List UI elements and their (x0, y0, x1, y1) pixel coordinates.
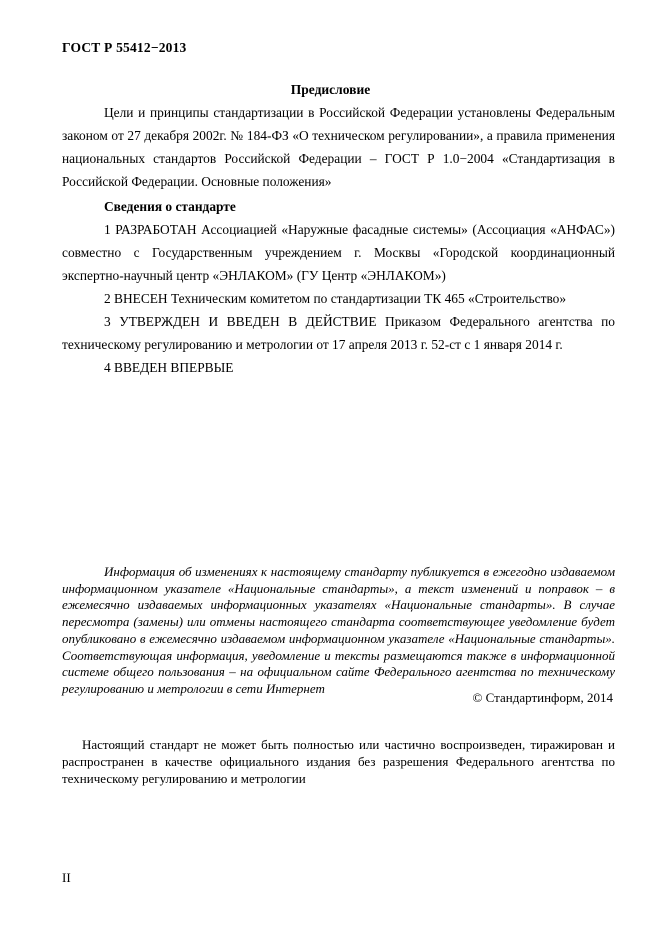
item-developed-by: 1 РАЗРАБОТАН Ассоциацией «Наружные фасадные системы» (Ассоциация «АНФАС») совместно с Государственным учреждением г. Москвы «Городской координационный экспертно-научный центр «ЭНЛАКОМ» (ГУ Центр «ЭНЛАКОМ») (62, 222, 615, 283)
standard-info-heading: Сведения о стандарте (104, 199, 236, 214)
reproduction-notice: Настоящий стандарт не может быть полностью или частично воспроизведен, тиражирован и распространен в качестве официального издания без разрешения Федерального агентства по техническому регулированию и метрологии (62, 737, 615, 786)
copyright-line: © Стандартинформ, 2014 (472, 690, 613, 705)
page-number: II (62, 870, 71, 885)
preface-title: Предисловие (290, 82, 371, 97)
preface-intro-paragraph: Цели и принципы стандартизации в Российской Федерации установлены Федеральным законом от 27 декабря 2002г. № 184-ФЗ «О техническом регулировании», а правила применения национальных стандартов Российской Федерации – ГОСТ Р 1.0−2004 «Стандартизация в Российской Федерации. Основные положения» (62, 105, 615, 189)
item-approved: 3 УТВЕРЖДЕН И ВВЕДЕН В ДЕЙСТВИЕ Приказом Федерального агентства по техническому регулированию и метрологии от 17 апреля 2013 г. 52-ст с 1 января 2014 г. (62, 314, 615, 352)
item-submitted-by: 2 ВНЕСЕН Техническим комитетом по стандартизации ТК 465 «Строительство» (104, 291, 567, 306)
item-first-introduced: 4 ВВЕДЕН ВПЕРВЫЕ (104, 360, 234, 375)
document-code: ГОСТ Р 55412−2013 (62, 40, 187, 55)
changes-notice-paragraph: Информация об изменениях к настоящему стандарту публикуется в ежегодно издаваемом информационном указателе «Национальные стандарты», а текст изменений и поправок – в ежемесячно издаваемых информационных указателях «Национальные стандарты». В случае пересмотра (замены) или отмены настоящего стандарта соответствующее уведомление будет опубликовано в ежемесячно издаваемом информационном указателе «Национальные стандарты». Соответствующая информация, уведомление и тексты размещаются также в информационной системе общего пользования – на официальном сайте Федерального агентства по техническому регулированию и метрологии в сети Интернет (62, 564, 615, 696)
